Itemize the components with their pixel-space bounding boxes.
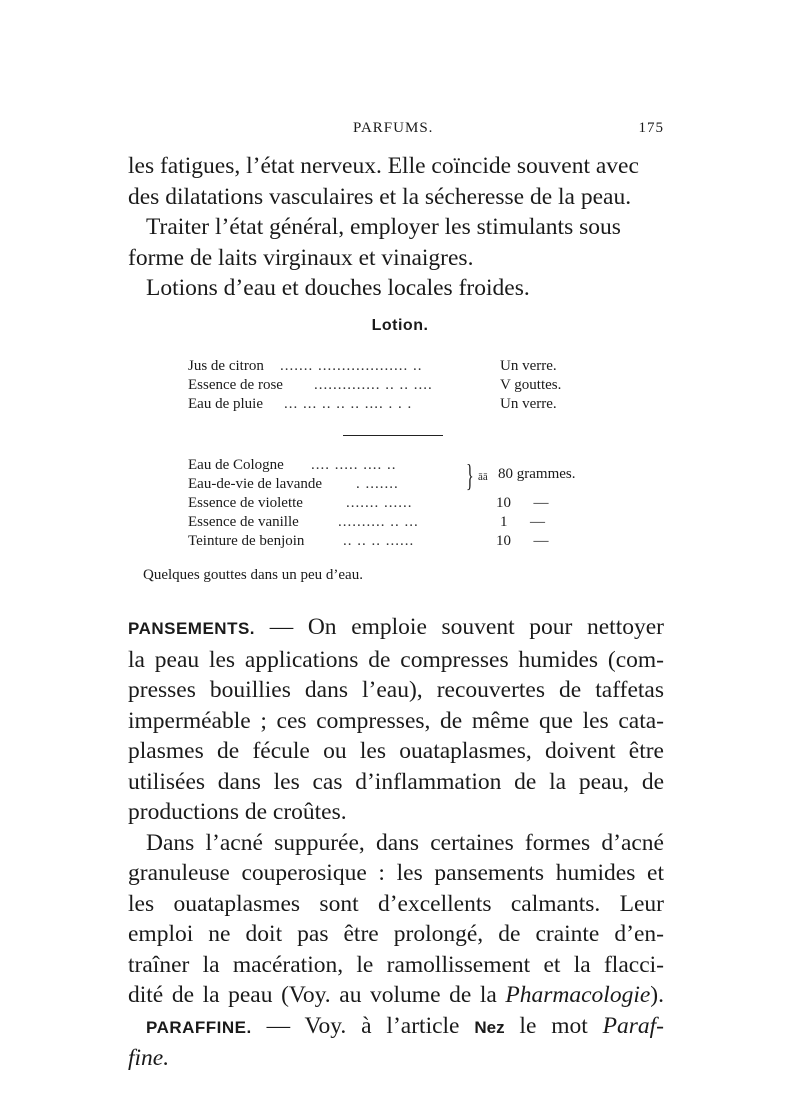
ingredient-row (188, 532, 608, 551)
leader-dots: .... ..... .... .. (311, 457, 397, 473)
leader-dots: ....... ................... .. (280, 358, 423, 374)
ingredient-row (188, 376, 608, 395)
text-line: Traiter l’état général, employer les stimulants sous (146, 214, 621, 240)
ana-symbol: āā (478, 471, 488, 483)
ingredient-row (188, 475, 608, 494)
text-line: traîner la macération, le ramollissement et la flacci- (128, 951, 664, 978)
cross-reference: Paraf- (602, 1012, 664, 1039)
ingredient-row (188, 456, 608, 475)
text-line: Lotions d’eau et douches locales froides. (146, 275, 530, 301)
leader-dots: .......... .. ... (338, 514, 419, 530)
leader-dots: ... ... .. .. .. .... . . . (284, 396, 413, 412)
ingredient-name: Eau de Cologne (188, 457, 284, 473)
ingredient-qty: 10 — (496, 495, 549, 511)
prescription-second (188, 456, 608, 551)
text-line: PARAFFINE. — Voy. à l’article Nez le mot Paraf- (146, 1012, 664, 1039)
text-line: fine. (128, 1045, 170, 1071)
text-line: productions de croûtes. (128, 799, 347, 825)
ingredient-name: Essence de vanille (188, 514, 299, 530)
brace-quantity: 80 grammes. (498, 466, 576, 482)
ingredient-qty: Un verre. (500, 396, 557, 412)
ingredient-row (188, 494, 608, 513)
pansements-paragraph (128, 612, 664, 1074)
ingredient-qty: 1 — (500, 514, 545, 530)
ingredient-name: Eau-de-vie de lavande (188, 476, 323, 492)
leader-dots: . ....... (356, 476, 399, 492)
text-line: forme de laits virginaux et vinaigres. (128, 244, 474, 271)
text-line: utilisées dans les cas d’inflammation de la peau, de (128, 768, 664, 795)
ingredient-qty: V gouttes. (500, 377, 562, 393)
entry-heading: PANSEMENTS. (128, 619, 256, 638)
cross-reference: Pharmacologie (505, 982, 651, 1008)
text-line: des dilatations vasculaires et la sécheresse de la peau. (128, 183, 632, 210)
text-line: les fatigues, l’état nerveux. Elle coïncide souvent avec (128, 153, 639, 179)
article-reference: Nez (474, 1017, 505, 1037)
page-number: 175 (638, 120, 664, 136)
prescription-first (188, 357, 608, 414)
ingredient-qty: Un verre. (500, 358, 557, 374)
running-title: PARFUMS. (353, 120, 434, 136)
leader-dots: ....... ...... (346, 495, 413, 511)
lotion-title: Lotion. (371, 317, 429, 334)
lotion-note: Quelques gouttes dans un peu d’eau. (143, 567, 363, 583)
intro-paragraph (128, 151, 664, 304)
brace-symbol: } (466, 457, 474, 493)
text-line: emploi ne doit pas être prolongé, de crainte d’en- (128, 921, 664, 947)
text-line: Dans l’acné suppurée, dans certaines formes d’acné (146, 829, 664, 856)
ingredient-name: Jus de citron (188, 358, 264, 374)
entry-heading: PARAFFINE. (146, 1017, 252, 1037)
ingredient-row (188, 357, 608, 376)
text-line: presses bouillies dans l’eau), recouvertes de taffetas (128, 677, 664, 703)
text-line: PANSEMENTS. — On emploie souvent pour nettoyer (128, 614, 664, 640)
leader-dots: .. .. .. ...... (343, 533, 415, 549)
text-line: dité de la peau (Voy. au volume de la Pharmacologie). (128, 982, 664, 1008)
ingredient-name: Eau de pluie (188, 396, 263, 412)
text-line: la peau les applications de compresses humides (com- (128, 646, 664, 673)
leader-dots: .............. .. .. .... (314, 377, 433, 393)
ingredient-row (188, 513, 608, 532)
text-line: les ouataplasmes sont d’excellents calmants. Leur (128, 890, 664, 917)
ingredient-row (188, 395, 608, 414)
ingredient-name: Essence de violette (188, 495, 303, 511)
text-line: plasmes de fécule ou les ouataplasmes, doivent être (128, 738, 664, 764)
ingredient-name: Teinture de benjoin (188, 533, 305, 549)
ingredient-qty: 10 — (496, 533, 549, 549)
separator-rule (343, 435, 443, 436)
text-line: granuleuse couperosique : les pansements humides et (128, 860, 664, 886)
text-line: imperméable ; ces compresses, de même que les cata- (128, 707, 664, 734)
ingredient-name: Essence de rose (188, 377, 283, 393)
